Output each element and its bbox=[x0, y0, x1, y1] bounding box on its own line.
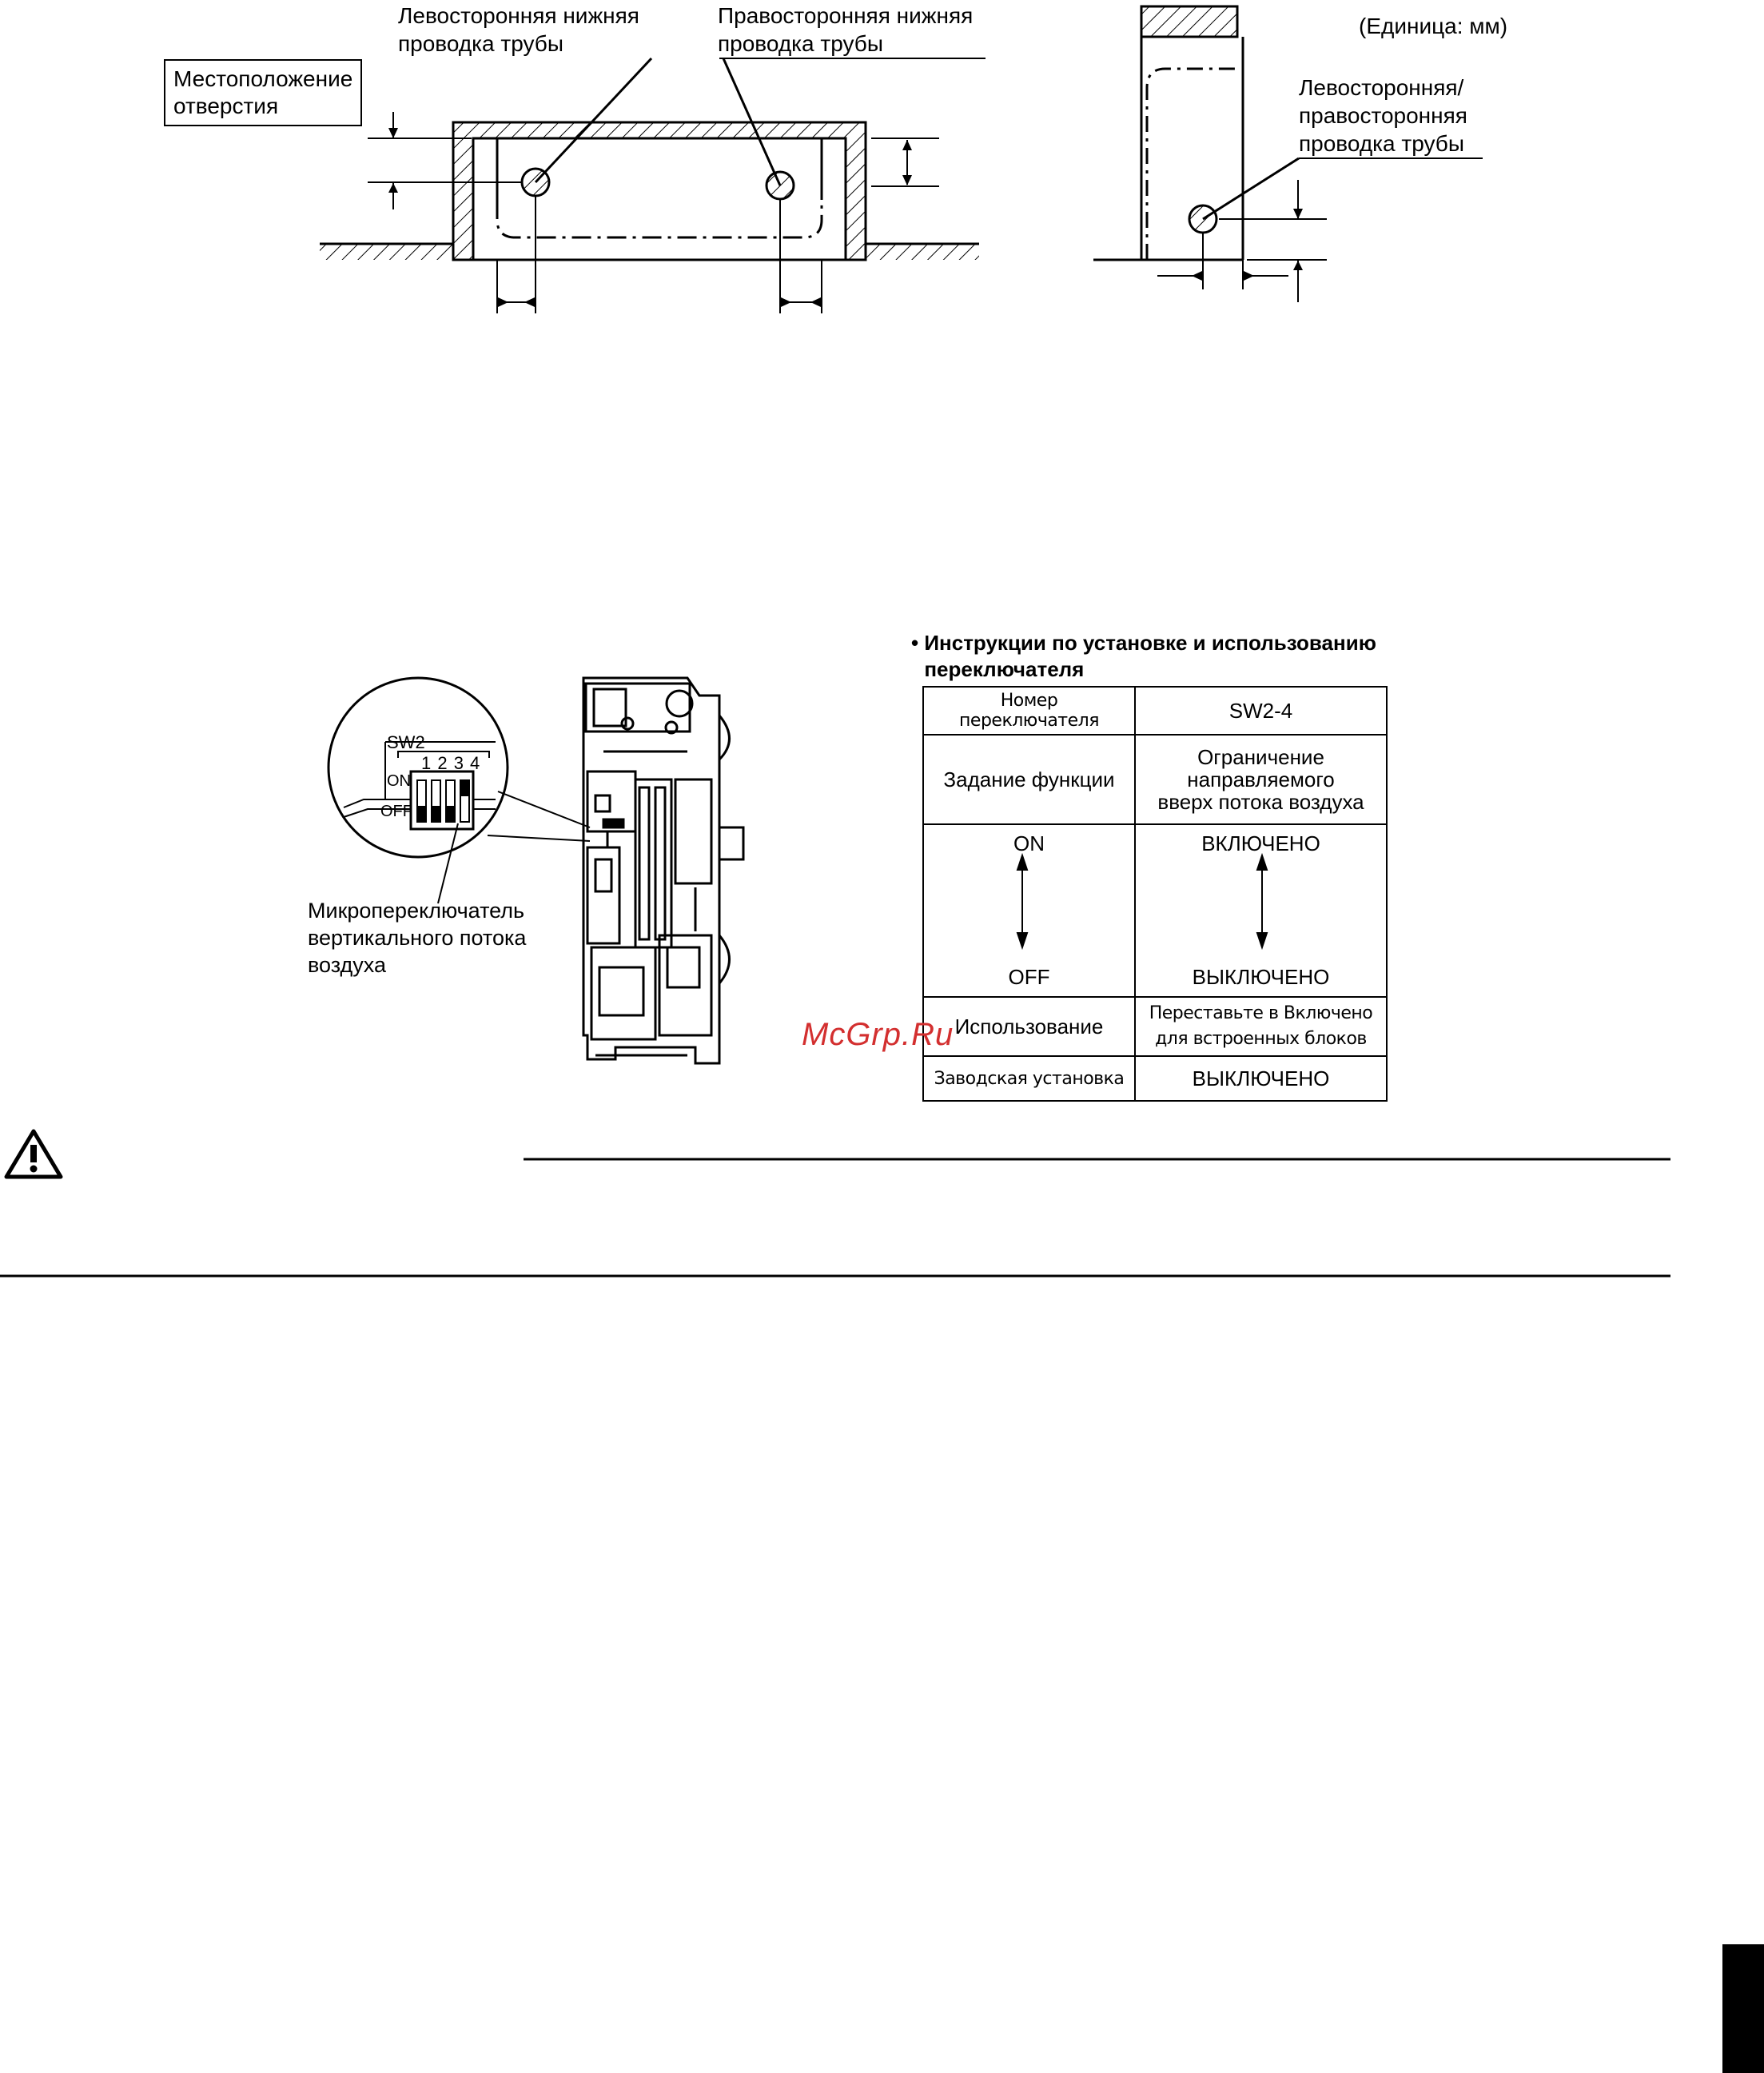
on-label: ON bbox=[1013, 831, 1045, 855]
table-row bbox=[923, 997, 1387, 1056]
warning-icon bbox=[6, 1131, 61, 1177]
function-label: Задание функции bbox=[923, 735, 1135, 824]
switch-number-label: Номер переключателя bbox=[923, 687, 1135, 735]
dip-switch-name: SW2 bbox=[387, 732, 425, 752]
dip-switch-numbers: 1 2 3 4 bbox=[421, 753, 481, 773]
front-view-diagram bbox=[320, 58, 986, 313]
switch-settings-table bbox=[922, 686, 1388, 1102]
on-off-cell bbox=[923, 824, 1135, 997]
function-value: Ограничение направляемого вверх потока воздуха bbox=[1135, 735, 1387, 824]
table-row bbox=[923, 687, 1387, 735]
switch-number-value: SW2-4 bbox=[1135, 687, 1387, 735]
bullet-icon: • bbox=[911, 631, 919, 655]
dip-switch-on: ON bbox=[387, 772, 411, 790]
off-label: OFF bbox=[1008, 965, 1050, 989]
left-pipe-label: Левосторонняя нижняя проводка трубы bbox=[398, 3, 639, 56]
side-pipe-label: Левосторонняя/ правосторонняя проводка трубы bbox=[1299, 75, 1467, 156]
factory-setting-value: ВЫКЛЮЧЕНО bbox=[1135, 1056, 1387, 1101]
right-pipe-label: Правосторонняя нижняя проводка трубы bbox=[718, 3, 974, 56]
factory-setting-label: Заводская установка bbox=[923, 1056, 1135, 1101]
unit-label: (Единица: мм) bbox=[1359, 14, 1508, 38]
dip-switch-magnifier bbox=[329, 678, 590, 903]
switch-instructions-heading: • Инструкции по установке и использованию переключателя bbox=[911, 631, 1376, 681]
watermark: McGrp.Ru bbox=[802, 1017, 954, 1052]
on-off-value-cell bbox=[1135, 824, 1387, 997]
micro-switch-label: Микропереключатель вертикального потока воздуха bbox=[308, 899, 527, 977]
dip-switch-off: OFF bbox=[380, 803, 412, 820]
usage-value: Переставьте в Включено для встроенных блоков bbox=[1135, 997, 1387, 1056]
table-row bbox=[923, 824, 1387, 997]
usage-label: Использование bbox=[923, 997, 1135, 1056]
on-value: ВКЛЮЧЕНО bbox=[1201, 831, 1320, 855]
page-edge-tab bbox=[1722, 1944, 1764, 2073]
table-row bbox=[923, 1056, 1387, 1101]
indoor-unit-drawing bbox=[583, 678, 743, 1063]
table-row bbox=[923, 735, 1387, 824]
hole-location-label: Местоположение отверстия bbox=[164, 59, 362, 126]
off-value: ВЫКЛЮЧЕНО bbox=[1192, 965, 1330, 989]
